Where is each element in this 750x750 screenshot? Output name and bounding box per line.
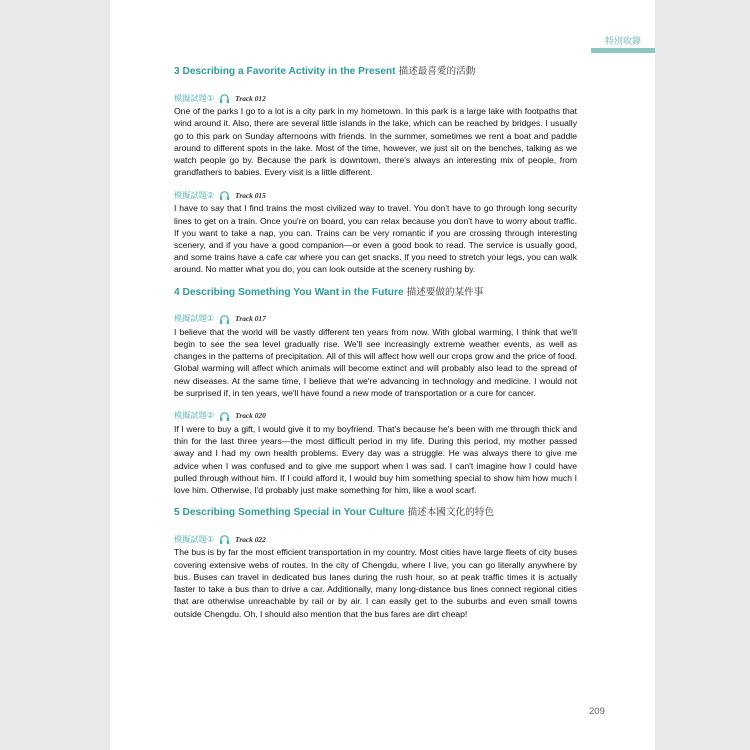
headphones-icon — [219, 411, 230, 422]
sample-answer-text: I believe that the world will be vastly different ten years from now. With global warming, I think that we'll begin to see the sea level gradually rise. We'll see increasingly extreme weather events, as well as changes in the patterns of precipitation. All of this will affect how well our crops grow and the price of food. Global warming will affect which animals will become extinct and will probably also lead to the spread of new diseases. At the same time, I believe that we're advancing in technology and medicine. I would not be surprised if, in ten years, we'll have found a new mode of transportation or a cure for cancer. — [174, 326, 577, 398]
sample-answer-text: I have to say that I find trains the most civilized way to travel. You don't have to go through long security lines to get on a train. Once you're on board, you can relax because you don't have to worry about traffic. If you want to take a nap, you can. Trains can be very romantic if you are crossing through interesting scenery, and if you have a good companion—or even a good book to read. The service is usually good, and some trains have a cafe car where you can get snacks. If you need to stretch your legs, you can walk around. No matter what you do, you can look outside at the scenery rushing by. — [174, 203, 577, 275]
sample-label: 模擬試題① — [174, 534, 215, 544]
sample-item — [174, 189, 577, 275]
sample-label: 模擬試題② — [174, 190, 215, 200]
item-label-row — [174, 533, 577, 546]
headphones-icon — [219, 314, 230, 325]
track-number: Track 012 — [235, 93, 266, 103]
section-title-zh: 描述要做的某件事 — [406, 286, 484, 298]
section-title: 3 Describing a Favorite Activity in the Present — [174, 66, 396, 77]
section-3 — [174, 66, 577, 276]
item-label-row — [174, 189, 577, 202]
section-5 — [174, 507, 577, 619]
sample-label: 模擬試題① — [174, 93, 215, 103]
sample-item — [174, 313, 577, 399]
section-title-zh: 描述最喜愛的活動 — [398, 66, 476, 77]
section-heading — [174, 507, 577, 519]
sample-item — [174, 410, 577, 496]
headphones-icon — [219, 534, 230, 545]
track-number: Track 017 — [235, 314, 266, 324]
section-heading — [174, 66, 577, 78]
item-label-row — [174, 313, 577, 326]
sample-answer-text: One of the parks I go to a lot is a city park in my hometown. In this park is a large lake with footpaths that wind around it. Also, there are several little islands in the lake, which can be reached by bridges. I usually go to this park on Sunday afternoons with friends. In the summer, sometimes we rent a boat and paddle around to different spots in the lake. Most of the time, however, we just sit on the benches, talking as we watch people go by. Because the park is downtown, there's always an interesting mix of people, from grandfathers to babies. Every visit is a little different. — [174, 106, 577, 178]
page-content — [174, 66, 577, 631]
sample-answer-text: The bus is by far the most efficient transportation in my country. Most cities have large fleets of city buses covering extensive webs of routes. In the city of Chengdu, where I live, you can go literally anywhere by bus. Buses can travel in dedicated bus lanes during the rush hour, so at peak traffic times it is actually faster to take a bus than to drive a car. Additionally, many long-distance bus lines connect regional cities that are otherwise unreachable by rail or by air. I can easily get to the suburbs and even small towns outside Chengdu. Oh, I should also mention that the bus fares are dirt cheap! — [174, 547, 577, 619]
book-page — [110, 0, 655, 750]
sample-answer-text: If I were to buy a gift, I would give it to my boyfriend. That's because he's been with me through thick and thin for the last three years—the most difficult period in my life. During this period, my mother passed away and I had my own health problems. Every day was a struggle. He was always there to give me advice when I was confused and to give me support when I was sad. I can't imagine how I could have pulled through without him. If I could afford it, I would buy him something special to show him how much I love him. Otherwise, I'd probably just make something for him, like a wool scarf. — [174, 424, 577, 496]
sample-item — [174, 92, 577, 178]
section-4 — [174, 287, 577, 497]
section-title: 5 Describing Something Special in Your Culture — [174, 507, 405, 519]
section-heading — [174, 287, 577, 299]
section-title: 4 Describing Something You Want in the Future — [174, 286, 404, 298]
track-number: Track 022 — [235, 534, 266, 544]
track-number: Track 020 — [235, 411, 266, 421]
track-number: Track 015 — [235, 190, 266, 200]
headphones-icon — [219, 190, 230, 201]
section-tab: 特別收錄 — [591, 34, 655, 53]
headphones-icon — [219, 93, 230, 104]
sample-label: 模擬試題② — [174, 411, 215, 421]
page-number: 209 — [589, 706, 605, 717]
sample-label: 模擬試題① — [174, 314, 215, 324]
item-label-row — [174, 410, 577, 423]
sample-item — [174, 533, 577, 619]
item-label-row — [174, 92, 577, 105]
section-title-zh: 描述本國文化的特色 — [407, 507, 494, 519]
